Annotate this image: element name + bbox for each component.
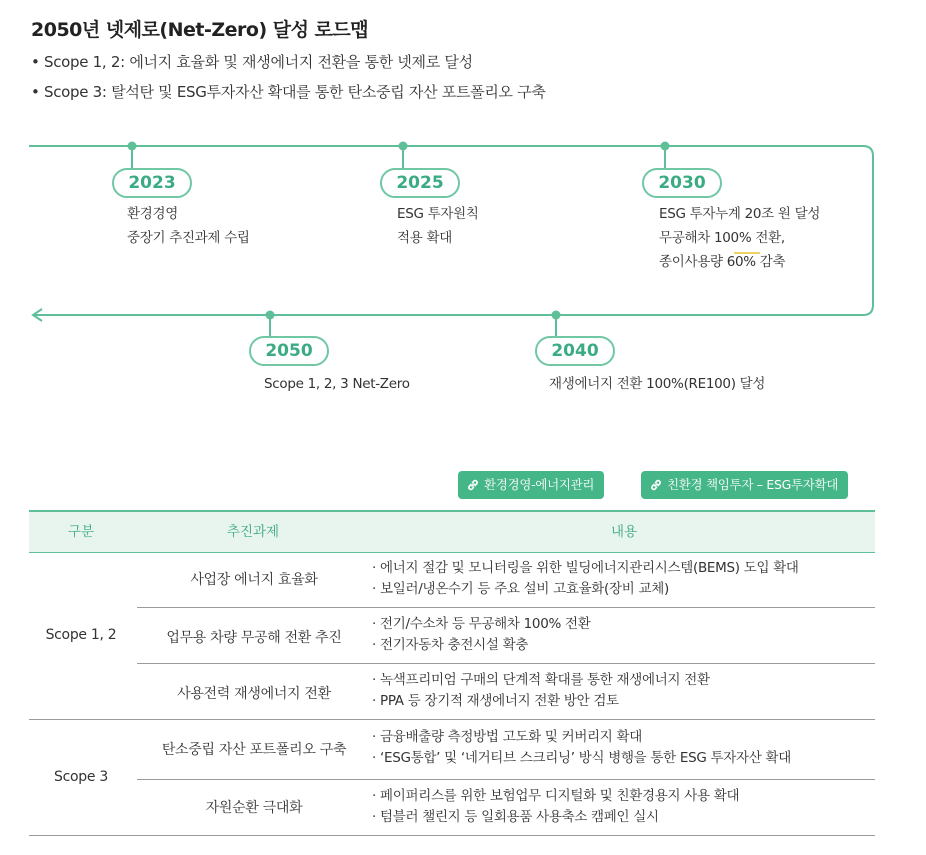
milestone-2023-text: 환경경영 중장기 추진과제 수립	[127, 206, 250, 246]
task-cell: 사업장 에너지 효율화	[190, 572, 318, 588]
scope-1-2-cell: Scope 1, 2	[45, 627, 117, 643]
bullet-scope-3: • Scope 3: 탈석탄 및 ESG투자자산 확대를 통한 탄소중립 자산 포트폴리오 구축	[31, 83, 546, 101]
milestone-2050-year: 2050	[249, 336, 329, 366]
content-cell: · 녹색프리미엄 구매의 단계적 확대를 통한 재생에너지 전환 · PPA 등 장기적 재생에너지 전환 방안 검토	[372, 672, 710, 709]
milestone-2040-year: 2040	[535, 336, 615, 366]
milestone-2025-text: ESG 투자원칙 적용 확대	[397, 206, 479, 246]
row-divider	[137, 663, 875, 664]
header-category: 구분	[67, 524, 95, 540]
table-header	[29, 510, 875, 553]
task-cell: 자원순환 극대화	[205, 800, 303, 816]
link-icon	[466, 478, 480, 492]
row-divider	[137, 779, 875, 780]
tag-env-management-label: 환경경영-에너지관리	[484, 477, 595, 492]
task-cell: 사용전력 재생에너지 전환	[177, 686, 331, 702]
bullet-scope-1-2: • Scope 1, 2: 에너지 효율화 및 재생에너지 전환을 통한 넷제로 달성	[31, 53, 473, 71]
tag-env-management-link[interactable]	[458, 471, 604, 499]
task-cell: 업무용 차량 무공해 전환 추진	[166, 630, 342, 646]
link-icon	[649, 478, 663, 492]
scope-3-cell: Scope 3	[54, 769, 108, 785]
content-cell: · 금융배출량 측정방법 고도화 및 커버리지 확대 · ‘ESG통합’ 및 ‘네거티브 스크리닝’ 방식 병행을 통한 ESG 투자자산 확대	[372, 729, 791, 766]
header-content: 내용	[610, 524, 638, 540]
milestone-2025-year: 2025	[380, 168, 460, 198]
milestone-2023-year: 2023	[112, 168, 192, 198]
header-task: 추진과제	[226, 524, 280, 540]
tag-esg-investment-link[interactable]	[641, 471, 848, 499]
row-divider	[137, 607, 875, 608]
table-bottom-line	[29, 835, 875, 836]
milestone-2040-text: 재생에너지 전환 100%(RE100) 달성	[549, 376, 766, 392]
content-cell: · 페이퍼리스를 위한 보험업무 디지털화 및 친환경용지 사용 확대 · 텀블러 챌린지 등 일회용품 사용축소 캠페인 실시	[372, 788, 740, 825]
content-cell: · 전기/수소차 등 무공해차 100% 전환 · 전기자동차 충전시설 확충	[372, 616, 591, 653]
milestone-2050-text: Scope 1, 2, 3 Net-Zero	[264, 376, 410, 392]
milestone-2030-text: ESG 투자누계 20조 원 달성 무공해차 100% 전환, 종이사용량 60% 감축	[659, 206, 821, 270]
group-divider	[29, 719, 875, 720]
page-title: 2050년 넷제로(Net-Zero) 달성 로드맵	[31, 19, 369, 41]
milestone-2030-year: 2030	[642, 168, 722, 198]
tag-esg-investment-label: 친환경 책임투자 – ESG투자확대	[667, 477, 839, 492]
task-cell: 탄소중립 자산 포트폴리오 구축	[161, 742, 347, 758]
content-cell: · 에너지 절감 및 모니터링을 위한 빌딩에너지관리시스템(BEMS) 도입 확대 · 보일러/냉온수기 등 주요 설비 고효율화(장비 교체)	[372, 560, 799, 597]
